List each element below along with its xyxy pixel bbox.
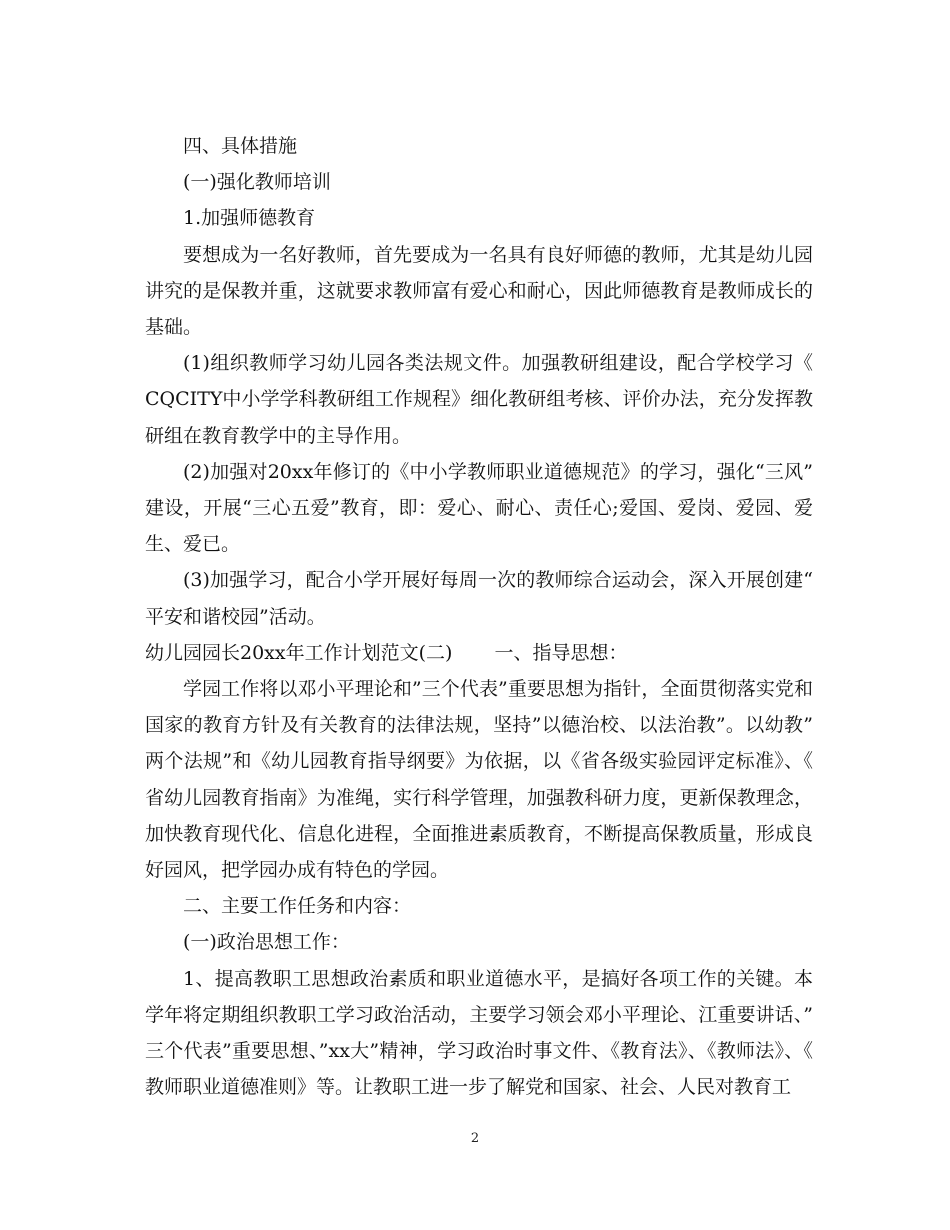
section-heading-measures: 四、具体措施 <box>183 135 298 157</box>
document-body <box>145 128 813 1105</box>
section-heading-main-tasks: 二、主要工作任务和内容： <box>183 895 412 918</box>
section-heading-guiding: 一、指导思想： <box>494 641 628 664</box>
paragraph-political-item-1: 1、提高教职工思想政治素质和职业道德水平，是搞好各项工作的关键。本学年将定期组织教职工学习政治活动，主要学习领会邓小平理论、江重要讲话、”三个代表”重要思想、”xx大”精神，学习政治时事文件、《教育法》、《教师法》、《教师职业道德准则》等。让教职工进一步了解党和国家、社会、人民对教育工 <box>145 967 813 1099</box>
paragraph-guiding-thought: 学园工作将以邓小平理论和”三个代表”重要思想为指针，全面贯彻落实党和国家的教育方针及有关教育的法律法规，坚持”以德治校、以法治教”。以幼教”两个法规”和《幼儿园教育指导纲要》为依据，以《省各级实验园评定标准》、《省幼儿园教育指南》为准绳，实行科学管理，加强教科研力度，更新保教理念，加快教育现代化、信息化进程，全面推进素质教育，不断提高保教质量，形成良好园风，把学园办成有特色的学园。 <box>145 678 813 882</box>
subheading-teacher-training: (一)强化教师培训 <box>183 171 331 194</box>
page-number: 2 <box>470 1131 480 1146</box>
paragraph-ethics-intro: 要想成为一名好教师，首先要成为一名具有良好师德的教师，尤其是幼儿园讲究的是保教并重，这就要求教师富有爱心和耐心，因此师德教育是教师成长的基础。 <box>145 243 813 339</box>
paragraph-item-3: (3)加强学习，配合小学开展好每周一次的教师综合运动会，深入开展创建“平安和谐校园”活动。 <box>145 569 813 628</box>
document-title: 幼儿园园长20xx年工作计划范文(二) <box>145 641 453 664</box>
heading-line <box>145 635 813 671</box>
paragraph-item-2: (2)加强对20xx年修订的《中小学教师职业道德规范》的学习，强化“三风”建设，开展“三心五爱”教育，即：爱心、耐心、责任心;爱国、爱岗、爱园、爱生、爱已。 <box>145 460 813 556</box>
subheading-ethics-education: 1.加强师德教育 <box>183 207 316 230</box>
paragraph-item-1: (1)组织教师学习幼儿园各类法规文件。加强教研组建设，配合学校学习《CQCITY中小学学科教研组工作规程》细化教研组考核、评价办法，充分发挥教研组在教育教学中的主导作用。 <box>145 352 813 447</box>
subheading-political-work: (一)政治思想工作： <box>183 931 350 954</box>
